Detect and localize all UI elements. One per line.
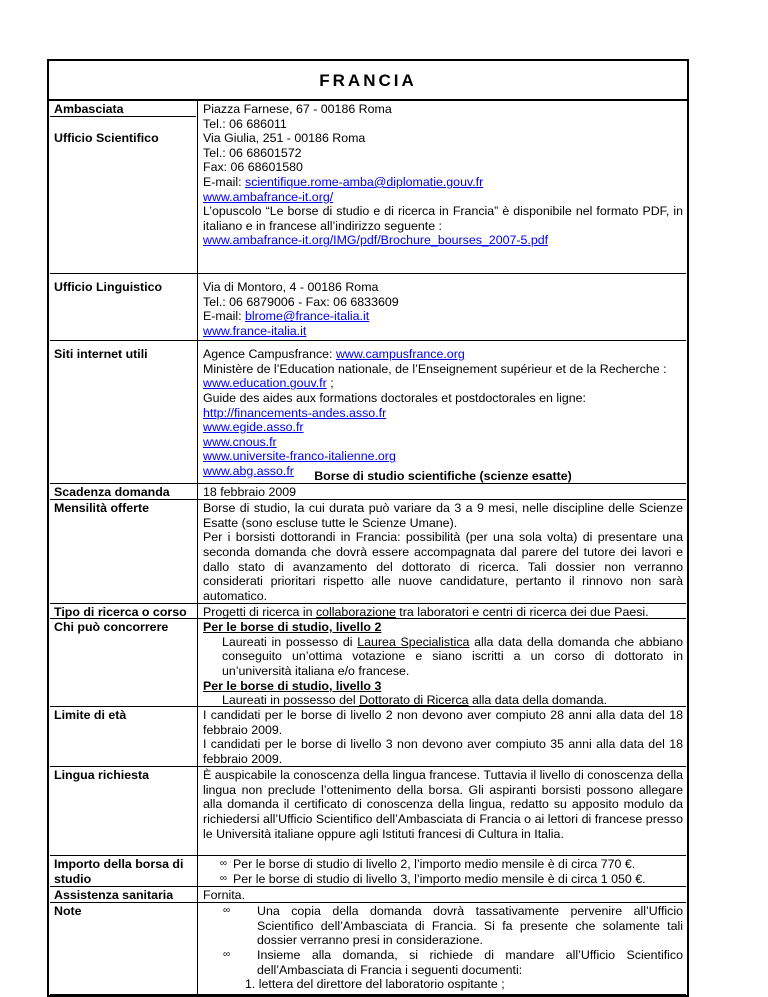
us-pdf-link[interactable]: www.ambafrance-it.org/IMG/pdf/Brochure_bourses_2007-5.pdf xyxy=(203,233,549,248)
ambasciata-tel: Tel.: 06 686011 xyxy=(203,116,287,131)
note-numbered-1: 1. lettera del direttore del laboratorio ospitante ; xyxy=(245,977,505,992)
row-note xyxy=(49,903,687,995)
value-importo xyxy=(197,856,687,887)
us-fax: Fax: 06 68601580 xyxy=(203,160,303,175)
row-mensilita xyxy=(49,500,687,604)
limite-p1: I candidati per le borse di livello 2 non devono aver compiuto 28 anni alla data del 18 febbraio 2009. xyxy=(203,708,683,737)
campusfrance-link[interactable]: www.campusfrance.org xyxy=(335,347,465,362)
label-importo xyxy=(49,856,197,887)
page-title: FRANCIA xyxy=(49,61,687,101)
document-table xyxy=(47,59,689,997)
note-bullet-1 xyxy=(203,904,683,948)
label-assistenza: Assistenza sanitaria xyxy=(54,888,174,903)
value-chi xyxy=(197,619,687,707)
siti-campus-prefix: Agence Campusfrance: xyxy=(203,347,336,362)
note-bullet-2 xyxy=(203,948,683,977)
chi-l2-after: alla data della domanda che abbiano conseguito un’ottima votazione e siano iscritti a un corso di dottorato in un’università italiana e/o francese. xyxy=(222,634,683,678)
us-email-link[interactable]: scientifique.rome-amba@diplomatie.gouv.fr xyxy=(245,174,484,189)
value-lingua: È auspicabile la conoscenza della lingua francese. Tuttavia il livello di conoscenza della lingua non preclude l’ottenimento della borsa. Gli aspiranti borsisti possono allegare alla domanda il certificato di conoscenza della lingua, redatto su apposito modulo da richiedersi all’Ufficio Scientifico dell’Ambasciata di Francia o ai lettori di francese presso le Università italiane oppure agli Istituti francesi di Cultura in Italia. xyxy=(197,767,687,856)
importo-bullet-1 xyxy=(203,857,683,872)
bullet-icon: ∞ xyxy=(223,905,231,917)
ul-website-link[interactable]: www.france-italia.it xyxy=(203,323,307,338)
tipo-before: Progetti di ricerca in xyxy=(203,605,316,620)
us-website-link[interactable]: www.ambafrance-it.org/ xyxy=(203,189,334,204)
label-importo-text: Importo della borsa di xyxy=(54,857,184,872)
importo-text-2: Per le borse di studio di livello 3, l’importo medio mensile è di circa 1 050 €. xyxy=(233,871,646,886)
us-tel: Tel.: 06 68601572 xyxy=(203,145,302,160)
row-ufficio-linguistico xyxy=(49,274,687,341)
label-importo-line2: studio xyxy=(54,871,92,886)
limite-p2: I candidati per le borse di livello 3 non devono aver compiuto 35 anni alla data del 18 febbraio 2009. xyxy=(203,737,683,766)
row-ufficio-scientifico xyxy=(49,131,687,274)
label-chi: Chi può concorrere xyxy=(54,620,169,635)
row-lingua xyxy=(49,767,687,856)
row-assistenza xyxy=(49,887,687,903)
chi-livello3-text xyxy=(203,693,683,708)
ambasciata-address: Piazza Farnese, 67 - 00186 Roma xyxy=(203,102,392,116)
abg-link[interactable]: www.abg.asso.fr xyxy=(203,463,294,478)
us-email-prefix: E-mail: xyxy=(203,174,245,189)
bullet-icon: ∞ xyxy=(223,948,231,960)
label-limite: Limite di età xyxy=(54,708,127,723)
label-tipo: Tipo di ricerca o corso xyxy=(54,605,187,620)
value-note xyxy=(197,903,687,995)
ul-address: Via di Montoro, 4 - 00186 Roma xyxy=(203,280,379,295)
mensilita-p1: Borse di studio, la cui durata può variare da 3 a 9 mesi, nelle discipline delle Scienze Esatte (sono escluse tutte le Scienze Umane). xyxy=(203,501,683,530)
row-chi xyxy=(49,619,687,707)
tipo-underlined: collaborazione xyxy=(315,605,396,620)
siti-education-suffix: ; xyxy=(326,376,334,391)
label-empty xyxy=(49,468,197,484)
bullet-icon: ∞ xyxy=(219,872,227,884)
label-mensilita: Mensilità offerte xyxy=(54,501,150,516)
value-mensilita xyxy=(197,500,687,604)
value-ambasciata xyxy=(197,101,687,131)
label-siti: Siti internet utili xyxy=(54,347,148,362)
financements-link[interactable]: http://financements-andes.asso.fr xyxy=(203,405,387,420)
ul-email-prefix: E-mail: xyxy=(203,309,245,324)
ul-email-link[interactable]: blrome@france-italia.it xyxy=(245,309,370,324)
chi-l2-before: Laureati in possesso di xyxy=(222,634,358,649)
siti-campus-line xyxy=(203,347,683,362)
chi-l3-after: alla data della domanda. xyxy=(468,693,608,708)
us-address: Via Giulia, 251 - 00186 Roma xyxy=(203,131,366,146)
row-section-title xyxy=(49,468,687,484)
chi-livello3-heading: Per le borse di studio, livello 3 xyxy=(203,678,382,693)
row-tipo xyxy=(49,604,687,619)
importo-bullet-2 xyxy=(203,872,683,887)
tipo-after: tra laboratori e centri di ricerca dei due Paesi. xyxy=(395,605,649,620)
chi-livello2-heading: Per le borse di studio, livello 2 xyxy=(203,620,382,635)
label-ambasciata: Ambasciata xyxy=(54,102,124,116)
siti-education-line xyxy=(203,376,683,391)
cnous-link[interactable]: www.cnous.fr xyxy=(203,434,277,449)
label-ufficio-linguistico: Ufficio Linguistico xyxy=(54,280,163,295)
value-assistenza: Fornita. xyxy=(197,887,687,903)
label-ufficio-scientifico: Ufficio Scientifico xyxy=(54,131,159,146)
chi-livello2-text xyxy=(203,635,683,679)
bullet-icon: ∞ xyxy=(219,858,227,870)
section-title: Borse di studio scientifiche (scienze esatte) xyxy=(197,468,687,484)
mensilita-p2: Per i borsisti dottorandi in Francia: possibilità (per una sola volta) di presentare una seconda domanda che dovrà essere accompagnata dal parere del tutore dei lavori e dallo stato di avanzamento del dottorato di ricerca. Tali dossier non verranno considerati prioritari rispetto alle nuove candidature, pertanto il rinnovo non sarà automatico. xyxy=(203,530,683,603)
chi-l3-underlined: Dottorato di Ricerca xyxy=(359,693,469,708)
ul-email-line xyxy=(203,309,683,324)
us-opuscolo: L’opuscolo “Le borse di studio e di ricerca in Francia” è disponibile nel formato PDF, in italiano e in francese all’indirizzo seguente : xyxy=(203,204,683,233)
us-email-line xyxy=(203,175,683,190)
row-scadenza xyxy=(49,484,687,500)
label-importo-line1 xyxy=(54,857,197,872)
note-text-2: Insieme alla domanda, si richiede di mandare all’Ufficio Scientifico dell’Ambasciata di Francia i seguenti documenti: xyxy=(257,947,683,977)
value-scadenza: 18 febbraio 2009 xyxy=(197,484,687,500)
row-importo xyxy=(49,856,687,887)
row-limite xyxy=(49,707,687,767)
value-ufficio-linguistico xyxy=(197,274,687,341)
education-link[interactable]: www.education.gouv.fr xyxy=(203,376,327,391)
label-scadenza: Scadenza domanda xyxy=(54,485,170,500)
note-text-1: Una copia della domanda dovrà tassativamente pervenire all’Ufficio Scientifico dell’Ambasciata di Francia. Si fa presente che solamente tali dossier verranno presi in considerazione. xyxy=(257,904,683,948)
chi-l3-before: Laureati in possesso del xyxy=(222,693,360,708)
ufi-link[interactable]: www.universite-franco-italienne.org xyxy=(203,449,396,464)
label-note: Note xyxy=(54,904,82,919)
siti-guide: Guide des aides aux formations doctorales et postdoctorales en ligne: xyxy=(203,390,586,405)
egide-link[interactable]: www.egide.asso.fr xyxy=(203,420,304,435)
label-lingua: Lingua richiesta xyxy=(54,768,150,783)
value-tipo xyxy=(197,604,687,619)
value-ufficio-scientifico xyxy=(197,131,687,274)
value-limite xyxy=(197,707,687,767)
importo-text-1: Per le borse di studio di livello 2, l’importo medio mensile è di circa 770 €. xyxy=(233,857,636,872)
ul-tel-fax: Tel.: 06 6879006 - Fax: 06 6833609 xyxy=(203,294,399,309)
siti-ministere: Ministère de l’Education nationale, de l’Enseignement supérieur et de la Recherche : xyxy=(203,361,667,376)
chi-l2-underlined: Laurea Specialistica xyxy=(357,634,470,649)
